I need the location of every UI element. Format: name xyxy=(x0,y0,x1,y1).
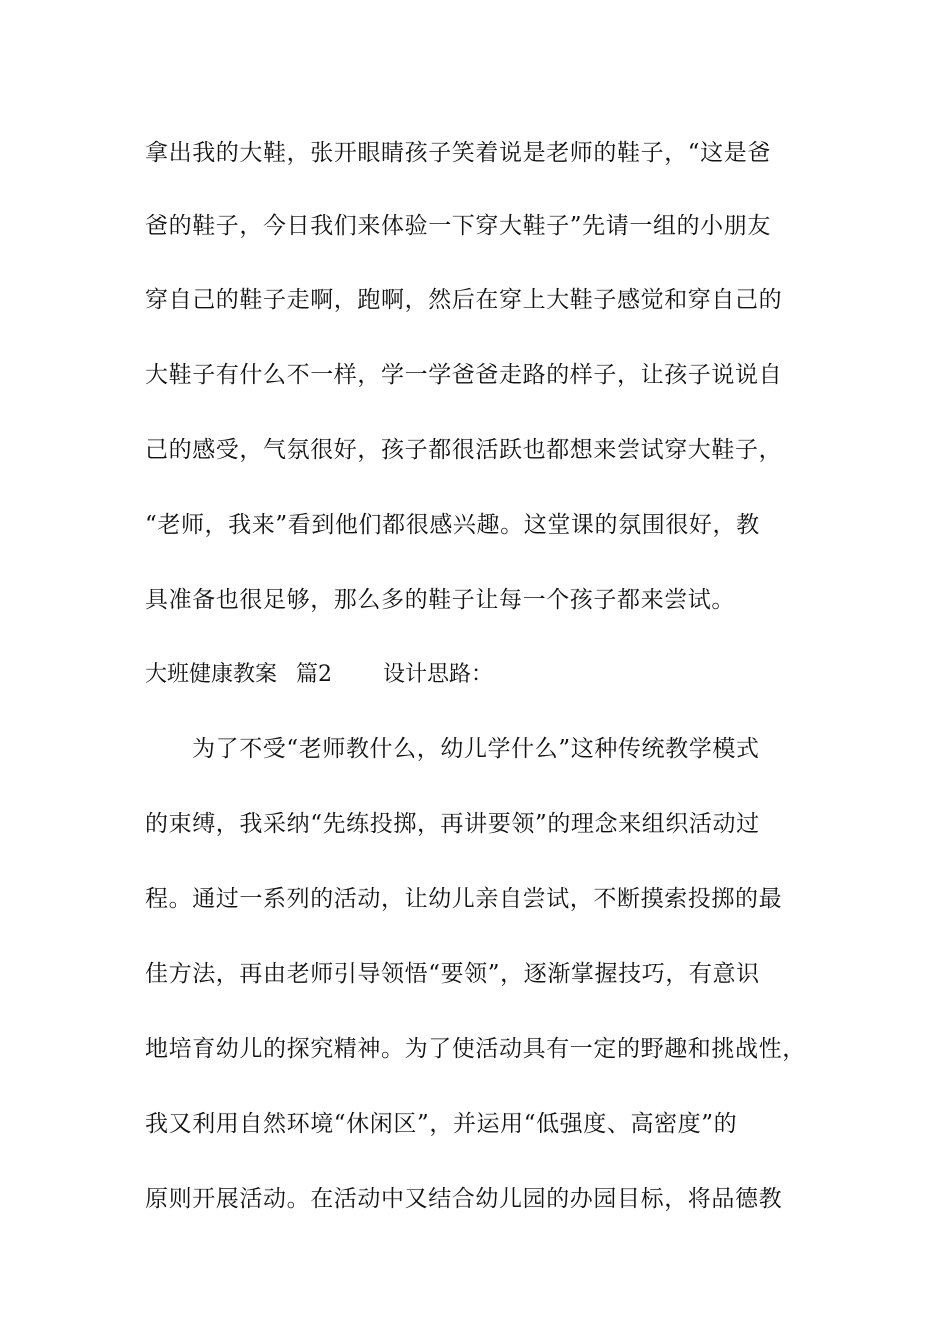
section-part-number: 篇2 xyxy=(296,662,333,687)
section-subtitle: 设计思路： xyxy=(383,662,494,687)
paragraph-1-line-6: “老师，我来”看到他们都很感兴趣。这堂课的氛围很好，教 xyxy=(145,512,760,538)
paragraph-2-line-7: 原则开展活动。在活动中又结合幼儿园的办园目标，将品德教 xyxy=(145,1186,783,1212)
paragraph-1-line-3: 穿自己的鞋子走啊，跑啊，然后在穿上大鞋子感觉和穿自己的 xyxy=(145,287,783,313)
section-heading xyxy=(145,660,493,690)
paragraph-1-line-5: 己的感受，气氛很好，孩子都很活跃也都想来尝试穿大鞋子， xyxy=(145,437,783,463)
paragraph-1-line-1: 拿出我的大鞋，张开眼睛孩子笑着说是老师的鞋子，“这是爸 xyxy=(145,140,771,166)
paragraph-2-line-2: 的束缚，我采纳“先练投掷，再讲要领”的理念来组织活动过 xyxy=(145,811,760,837)
paragraph-2-line-1: 为了不受“老师教什么，幼儿学什么”这种传统教学模式 xyxy=(192,736,760,762)
section-title: 大班健康教案 xyxy=(145,662,278,687)
paragraph-2-line-5: 地培育幼儿的探究精神。为了使活动具有一定的野趣和挑战性， xyxy=(145,1036,806,1062)
paragraph-2-line-3: 程。通过一系列的活动，让幼儿亲自尝试，不断摸索投掷的最 xyxy=(145,886,783,912)
paragraph-2-line-6: 我又利用自然环境“休闲区”，并运用“低强度、高密度”的 xyxy=(145,1111,738,1137)
paragraph-1-line-7: 具准备也很足够，那么多的鞋子让每一个孩子都来尝试。 xyxy=(145,587,735,613)
paragraph-2-line-4: 佳方法，再由老师引导领悟“要领”，逐渐掌握技巧，有意识 xyxy=(145,961,760,987)
paragraph-1-line-2: 爸的鞋子，今日我们来体验一下穿大鞋子”先请一组的小朋友 xyxy=(145,213,771,239)
paragraph-1-line-4: 大鞋子有什么不一样，学一学爸爸走路的样子，让孩子说说自 xyxy=(145,362,783,388)
